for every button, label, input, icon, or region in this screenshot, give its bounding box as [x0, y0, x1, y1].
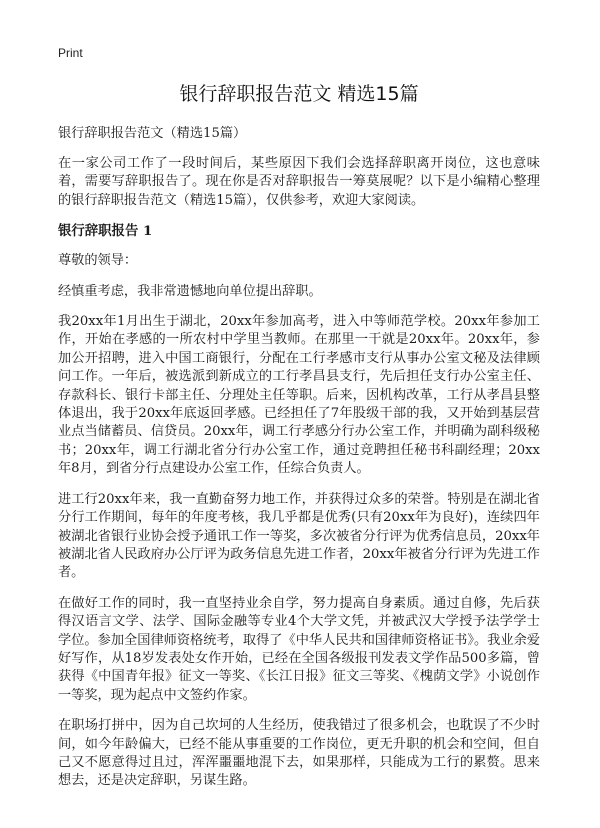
- body-paragraph: 在职场打拼中，因为自己坎坷的人生经历，使我错过了很多机会，也耽误了不少时间，如今年龄偏大，已经不能从事重要的工作岗位，更无升职的机会和空间，但自己又不愿意得过且过，浑浑噩噩地混下去，如果那样，只能成为工行的累赘。思来想去，还是决定辞职，另谋生路。: [58, 718, 540, 789]
- intro-paragraph: 在一家公司工作了一段时间后，某些原因下我们会选择辞职离开岗位，这也意味着，需要写辞职报告了。现在你是否对辞职报告一筹莫展呢？以下是小编精心整理的银行辞职报告范文（精选15篇），仅供参考，欢迎大家阅读。: [58, 156, 540, 208]
- print-link[interactable]: Print: [58, 46, 83, 60]
- body-paragraph: 经慎重考虑，我非常遗憾地向单位提出辞职。: [58, 283, 322, 299]
- body-paragraph: 进工行20xx年来，我一直勤奋努力地工作，并获得过众多的荣誉。特别是在湖北省分行工作期间，每年的年度考核，我几乎都是优秀(只有20xx年为良好)，连续四年被湖北省银行业协会授予通讯工作一等奖，多次被省分行评为优秀信息员，20xx年被湖北省人民政府办公厅评为政务信息先进工作者，20xx年被省分行评为先进工作者。: [58, 491, 540, 581]
- subtitle: 银行辞职报告范文（精选15篇）: [58, 126, 247, 141]
- body-paragraph: 在做好工作的同时，我一直坚持业余自学，努力提高自身素质。通过自修，先后获得汉语言文学、法学、国际金融等专业4个大学文凭，并被武汉大学授予法学学士学位。参加全国律师资格统考，取得了《中华人民共和国律师资格证书》。我业余爱好写作，从18岁发表处女作开始，已经在全国各级报刊发表文学作品500多篇，曾获得《中国青年报》征文一等奖、《长江日报》征文三等奖、《槐荫文学》小说创作一等奖，现为起点中文签约作家。: [58, 595, 540, 703]
- section-heading: 银行辞职报告 1: [58, 223, 153, 240]
- page-title: 银行辞职报告范文 精选15篇: [179, 83, 419, 105]
- body-paragraph: 我20xx年1月出生于湖北，20xx年参加高考，进入中等师范学校。20xx年参加工作，开始在孝感的一所农村中学里当教师。在那里一干就是20xx年。20xx年，参加公开招聘，进入中国工商银行，分配在工行孝感市支行从事办公室文秘及法律顾问工作。一年后，被选派到新成立的工行孝昌县支行，先后担任支行办公室主任、存款科长、银行卡部主任、分理处主任等职。后来，因机构改革，工行从孝昌县整体退出，我于20xx年底返回孝感。已经担任了7年股级干部的我，又开始到基层营业点当储蓄员、信贷员。20xx年，调工行孝感分行办公室工作，并明确为副科级秘书；20xx年，调工行湖北省分行办公室工作，通过竞聘担任秘书科副经理；20xx年8月，到省分行点建设办公室工作，任综合负责人。: [58, 314, 540, 477]
- salutation: 尊敬的领导：: [58, 253, 138, 269]
